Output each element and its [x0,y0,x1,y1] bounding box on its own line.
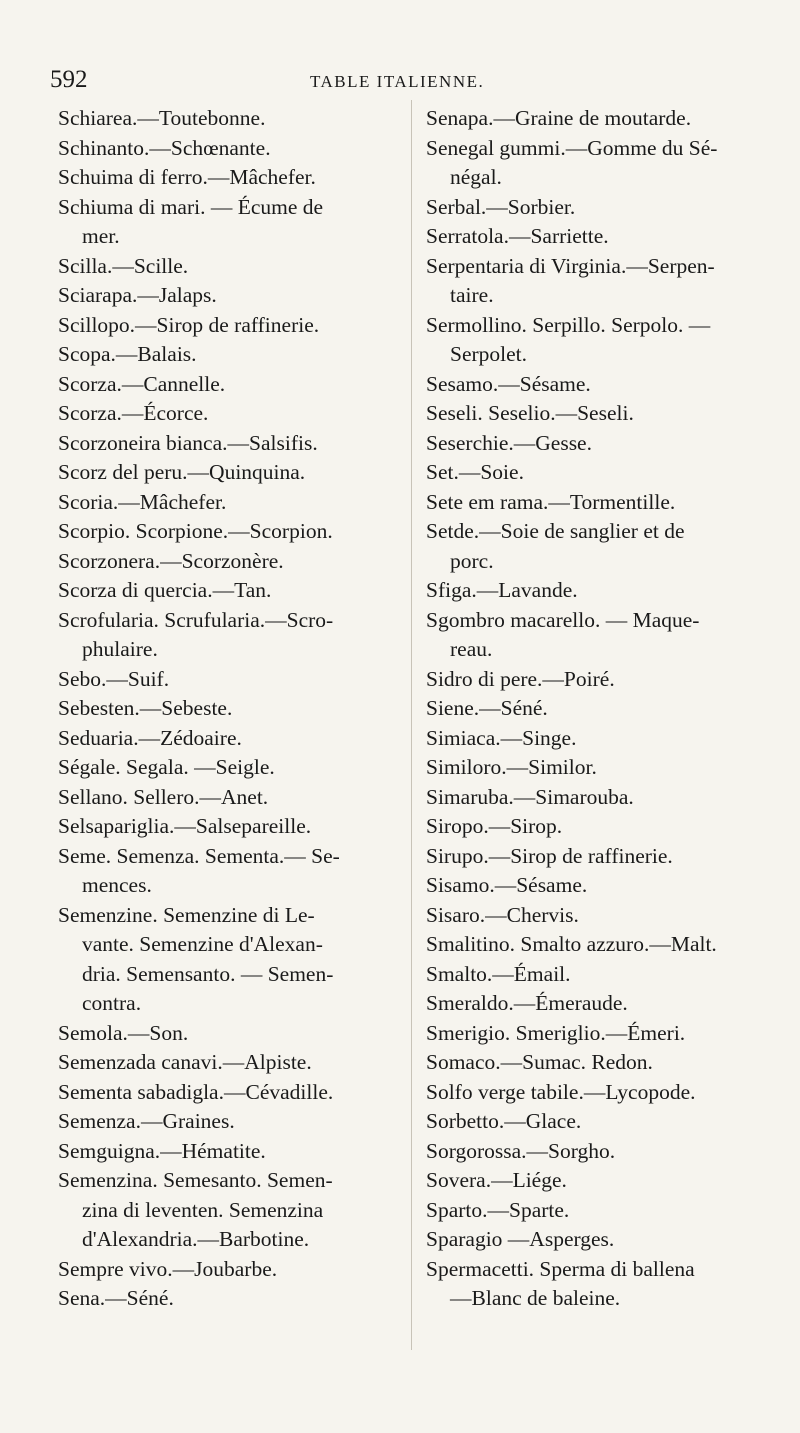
index-entry [58,193,398,252]
entry-line: Senapa.—Graine de moutarde. [426,106,692,130]
index-entry [426,1166,761,1196]
entry-line: Scorpio. Scorpione.—Scorpion. [58,519,333,543]
entry-continuation-line: taire. [450,283,494,307]
index-entry [426,517,761,576]
index-entry [426,930,761,960]
entry-line: Scorzonera.—Scorzonère. [58,548,284,573]
entry-line: Seserchie.—Gesse. [426,430,592,455]
entry-line: Serpentaria di Virginia.—Serpen- [426,253,715,278]
entry-line: Smerigio. Smeriglio.—Émeri. [426,1020,686,1045]
entry-line: Sermollino. Serpillo. Serpolo. — [426,312,711,337]
index-entry [58,134,398,164]
index-entry [58,1255,398,1285]
index-entry [426,576,761,606]
index-entry [426,842,761,872]
index-entry [58,901,398,1019]
entry-line: Smalitino. Smalto azzuro.—Malt. [426,932,717,956]
entry-line: Sementa sabadigla.—Cévadille. [58,1079,334,1104]
index-entry [58,104,398,134]
entry-line: Seduaria.—Zédoaire. [58,725,242,750]
entry-line: Sena.—Séné. [58,1286,174,1310]
entry-continuation-line: porc. [450,548,494,573]
index-entry [426,488,761,518]
page-number: 592 [50,66,88,93]
entry-line: Schiarea.—Toutebonne. [58,106,266,130]
entry-continuation-line: négal. [450,165,502,189]
entry-line: Scoria.—Mâchefer. [58,489,227,514]
entry-continuation-line: Serpolet. [450,342,528,366]
index-entry [426,252,761,311]
index-entry [58,783,398,813]
index-entry [58,458,398,488]
index-entry [58,547,398,577]
index-entry [58,340,398,370]
entry-line: Sparto.—Sparte. [426,1197,570,1222]
entry-line: Semenzada canavi.—Alpiste. [58,1050,312,1074]
entry-line: Serbal.—Sorbier. [426,194,576,219]
index-entry [58,753,398,783]
index-entry [58,370,398,400]
column-divider [411,100,412,1350]
index-entry [426,1107,761,1137]
entry-line: Sete em rama.—Tormentille. [426,489,676,514]
index-entry [426,694,761,724]
index-entry [426,724,761,754]
index-entry [426,134,761,193]
entry-line: Sesamo.—Sésame. [426,371,591,396]
index-entry [426,370,761,400]
page-header [50,66,750,100]
index-entry [426,1078,761,1108]
entry-line: Sorbetto.—Glace. [426,1109,582,1133]
entry-line: Siene.—Séné. [426,696,548,720]
index-entry [58,252,398,282]
entry-line: Sisamo.—Sésame. [426,873,588,897]
index-entry [58,576,398,606]
entry-line: Sidro di pere.—Poiré. [426,666,615,691]
entry-line: Sorgorossa.—Sorgho. [426,1138,616,1163]
entry-line: Semenza.—Graines. [58,1109,235,1133]
index-entry [426,989,761,1019]
entry-line: Sgombro macarello. — Maque- [426,607,700,632]
entry-line: Selsapariglia.—Salsepareille. [58,814,312,838]
index-entry [426,1225,761,1255]
index-entry [58,812,398,842]
entry-line: Seseli. Seselio.—Seseli. [426,401,634,425]
entry-line: Schinanto.—Schœnante. [58,135,271,160]
index-entry [426,429,761,459]
entry-line: Sovera.—Liége. [426,1168,567,1192]
entry-line: Scorza.—Cannelle. [58,371,226,396]
running-title: TABLE ITALIENNE. [310,72,485,91]
index-entry [426,458,761,488]
entry-line: Solfo verge tabile.—Lycopode. [426,1079,696,1104]
index-entry [426,222,761,252]
entry-line: Smalto.—Émail. [426,961,571,986]
index-entry [58,517,398,547]
entry-line: Sebesten.—Sebeste. [58,696,233,720]
index-entry [58,281,398,311]
index-entry [426,1048,761,1078]
entry-continuation-line: dria. Semensanto. — Semen- [82,961,334,986]
entry-continuation-line: reau. [450,637,493,661]
entry-line: Sebo.—Suif. [58,666,170,691]
entry-line: Somaco.—Sumac. Redon. [426,1050,653,1074]
entry-line: Setde.—Soie de sanglier et de [426,519,685,543]
index-entry [426,1196,761,1226]
entry-line: Schuima di ferro.—Mâchefer. [58,165,316,189]
index-entry [58,399,398,429]
index-entry [58,606,398,665]
entry-line: Spermacetti. Sperma di ballena [426,1256,695,1281]
index-entry [426,193,761,223]
entry-line: Ségale. Segala. —Seigle. [58,755,275,779]
index-entry [58,1048,398,1078]
index-entry [426,665,761,695]
index-entry [426,399,761,429]
index-entry [426,812,761,842]
index-entry [58,724,398,754]
index-entry [426,901,761,931]
entry-line: Sfiga.—Lavande. [426,578,578,602]
index-entry [58,842,398,901]
entry-line: Scorz del peru.—Quinquina. [58,460,306,484]
entry-line: Simiaca.—Singe. [426,725,577,750]
index-entry [58,1078,398,1108]
entry-line: Schiuma di mari. — Écume de [58,194,324,219]
entry-line: Sellano. Sellero.—Anet. [58,784,269,809]
entry-line: Scopa.—Balais. [58,342,197,366]
entry-continuation-line: mences. [82,873,152,897]
entry-line: Scilla.—Scille. [58,253,189,278]
entry-continuation-line: zina di leventen. Semenzina [82,1197,324,1222]
entry-line: Siropo.—Sirop. [426,814,563,838]
index-entry [58,1137,398,1167]
entry-continuation-line: d'Alexandria.—Barbotine. [82,1227,310,1251]
entry-line: Semola.—Son. [58,1020,189,1045]
index-entry [426,1255,761,1314]
index-entry [58,163,398,193]
entry-line: Simaruba.—Simarouba. [426,784,634,809]
entry-line: Sirupo.—Sirop de raffinerie. [426,843,673,868]
index-entry [58,1166,398,1255]
right-column [426,104,761,1314]
index-entry [58,1019,398,1049]
entry-line: Serratola.—Sarriette. [426,224,609,248]
entry-continuation-line: vante. Semenzine d'Alexan- [82,932,323,956]
entry-line: Sciarapa.—Jalaps. [58,283,217,307]
index-entry [58,429,398,459]
entry-line: Scillopo.—Sirop de raffinerie. [58,312,320,337]
entry-line: Scorza.—Écorce. [58,401,209,425]
entry-line: Similoro.—Similor. [426,755,597,779]
entry-line: Senegal gummi.—Gomme du Sé- [426,135,718,160]
index-entry [58,665,398,695]
index-entry [426,104,761,134]
index-entry [58,1284,398,1314]
entry-line: Semenzina. Semesanto. Semen- [58,1168,333,1192]
left-column [58,104,398,1314]
index-entry [58,311,398,341]
entry-line: Sparagio —Asperges. [426,1227,615,1251]
entry-line: Scorzoneira bianca.—Salsifis. [58,430,318,455]
entry-line: Smeraldo.—Émeraude. [426,991,628,1015]
index-entry [58,1107,398,1137]
entry-continuation-line: mer. [82,224,120,248]
index-entry [426,960,761,990]
index-entry [58,488,398,518]
entry-continuation-line: —Blanc de baleine. [450,1286,621,1310]
entry-line: Sempre vivo.—Joubarbe. [58,1256,278,1281]
index-entry [426,606,761,665]
index-entry [426,1019,761,1049]
index-entry [426,311,761,370]
index-entry [426,1137,761,1167]
index-entry [58,694,398,724]
entry-continuation-line: phulaire. [82,637,158,661]
entry-continuation-line: contra. [82,991,142,1015]
index-entry [426,783,761,813]
entry-line: Scrofularia. Scrufularia.—Scro- [58,607,334,632]
entry-line: Sisaro.—Chervis. [426,902,579,927]
entry-line: Seme. Semenza. Sementa.— Se- [58,843,340,868]
entry-line: Semenzine. Semenzine di Le- [58,902,315,927]
entry-line: Semguigna.—Hématite. [58,1138,266,1163]
entry-line: Scorza di quercia.—Tan. [58,578,272,602]
entry-line: Set.—Soie. [426,460,524,484]
index-entry [426,871,761,901]
index-entry [426,753,761,783]
